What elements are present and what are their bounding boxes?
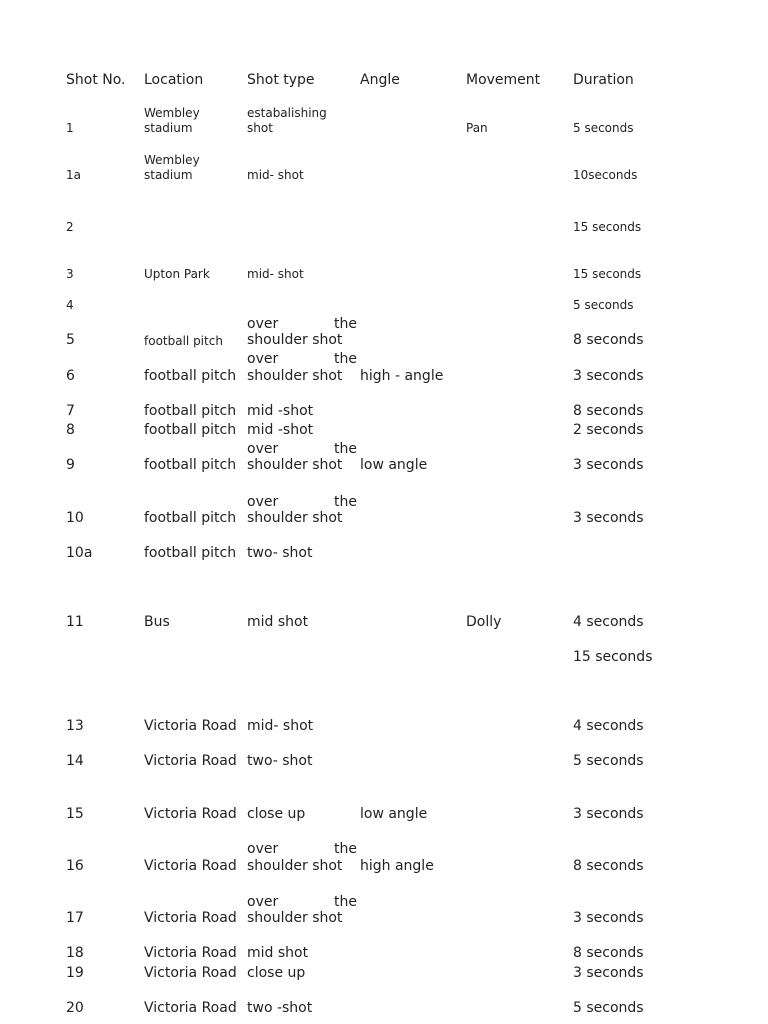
row-16-type-word1: over [247,841,279,857]
row-5-type-word1: over [247,316,279,332]
row-16-type-line2: shoulder shot [247,858,343,874]
row-16-type-line1 [247,841,357,857]
row-9-shot-no: 9 [66,457,75,473]
row-17-type-word1: over [247,894,279,910]
row-5-type-line1 [247,316,357,332]
row-1a-type: mid- shot [247,168,304,182]
row-11-shot-no: 11 [66,614,84,630]
row-5-type-word2: the [334,316,357,332]
row-17-type-word2: the [334,894,357,910]
row-1-duration: 5 seconds [573,121,634,135]
row-14-type: two- shot [247,753,313,769]
row-19-duration: 3 seconds [573,965,644,981]
row-18-type: mid shot [247,945,309,961]
row-9-type-line2: shoulder shot [247,457,343,473]
row-11-duration: 4 seconds [573,614,644,630]
row-1a-location-line1: Wembley [144,153,200,167]
row-15-shot-no: 15 [66,806,84,822]
row-10-type-word2: the [334,494,357,510]
row-6-type-line1 [247,351,357,367]
row-16-duration: 8 seconds [573,858,644,874]
row-20-duration: 5 seconds [573,1000,644,1016]
row-17-type-line2: shoulder shot [247,910,343,926]
row-8-duration: 2 seconds [573,422,644,438]
header-shot-no: Shot No. [66,72,126,88]
row-4-duration: 5 seconds [573,298,634,312]
row-17-type-line1 [247,894,357,910]
row-10-type-line2: shoulder shot [247,510,343,526]
row-4-shot-no: 4 [66,298,74,312]
row-2-shot-no: 2 [66,220,74,234]
row-2-duration: 15 seconds [573,220,642,234]
row-16-shot-no: 16 [66,858,84,874]
row-6-type-word2: the [334,351,357,367]
row-1-location-line1: Wembley [144,106,200,120]
header-movement: Movement [466,72,541,88]
row-10a-location: football pitch [144,545,237,561]
row-8-shot-no: 8 [66,422,75,438]
row-12-duration: 15 seconds [573,649,653,665]
row-3-location: Upton Park [144,267,210,281]
row-13-duration: 4 seconds [573,718,644,734]
row-16-type-word2: the [334,841,357,857]
row-13-type: mid- shot [247,718,314,734]
row-15-type: close up [247,806,306,822]
row-14-location: Victoria Road [144,753,237,769]
row-10a-type: two- shot [247,545,313,561]
row-6-shot-no: 6 [66,368,75,384]
row-7-location: football pitch [144,403,237,419]
row-19-location: Victoria Road [144,965,237,981]
row-10-duration: 3 seconds [573,510,644,526]
row-19-type: close up [247,965,306,981]
row-15-angle: low angle [360,806,428,822]
row-18-shot-no: 18 [66,945,84,961]
row-17-location: Victoria Road [144,910,237,926]
row-1-type-line1: estabalishing [247,106,327,120]
row-8-location: football pitch [144,422,237,438]
row-5-shot-no: 5 [66,332,75,348]
row-20-shot-no: 20 [66,1000,84,1016]
row-14-duration: 5 seconds [573,753,644,769]
row-18-location: Victoria Road [144,945,237,961]
row-7-type: mid -shot [247,403,314,419]
row-9-angle: low angle [360,457,428,473]
row-13-location: Victoria Road [144,718,237,734]
row-6-type-word1: over [247,351,279,367]
row-10-location: football pitch [144,510,237,526]
row-10a-shot-no: 10a [66,545,93,561]
row-1-location-line2: stadium [144,121,193,135]
row-5-type-line2: shoulder shot [247,332,343,348]
row-11-location: Bus [144,614,170,630]
row-1-shot-no: 1 [66,121,74,135]
row-9-type-word2: the [334,441,357,457]
row-3-shot-no: 3 [66,267,74,281]
row-10-type-line1 [247,494,357,510]
row-8-type: mid -shot [247,422,314,438]
header-angle: Angle [360,72,400,88]
row-17-shot-no: 17 [66,910,84,926]
row-20-location: Victoria Road [144,1000,237,1016]
row-3-duration: 15 seconds [573,267,642,281]
row-9-duration: 3 seconds [573,457,644,473]
row-18-duration: 8 seconds [573,945,644,961]
row-1a-location-line2: stadium [144,168,193,182]
row-6-type-line2: shoulder shot [247,368,343,384]
row-10-type-word1: over [247,494,279,510]
row-3-type: mid- shot [247,267,304,281]
row-19-shot-no: 19 [66,965,84,981]
row-9-location: football pitch [144,457,237,473]
row-17-duration: 3 seconds [573,910,644,926]
row-13-shot-no: 13 [66,718,84,734]
row-16-angle: high angle [360,858,434,874]
row-5-location: football pitch [144,334,223,348]
row-7-shot-no: 7 [66,403,75,419]
row-6-duration: 3 seconds [573,368,644,384]
row-7-duration: 8 seconds [573,403,644,419]
row-15-location: Victoria Road [144,806,237,822]
row-20-type: two -shot [247,1000,313,1016]
header-location: Location [144,72,204,88]
row-14-shot-no: 14 [66,753,84,769]
row-11-type: mid shot [247,614,309,630]
row-1-movement: Pan [466,121,488,135]
row-6-angle: high - angle [360,368,444,384]
header-shot-type: Shot type [247,72,315,88]
row-16-location: Victoria Road [144,858,237,874]
header-duration: Duration [573,72,634,88]
row-9-type-line1 [247,441,357,457]
row-1a-shot-no: 1a [66,168,81,182]
row-9-type-word1: over [247,441,279,457]
row-10-shot-no: 10 [66,510,84,526]
row-1-type-line2: shot [247,121,273,135]
row-1a-duration: 10seconds [573,168,638,182]
row-15-duration: 3 seconds [573,806,644,822]
row-11-movement: Dolly [466,614,502,630]
row-5-duration: 8 seconds [573,332,644,348]
row-6-location: football pitch [144,368,237,384]
